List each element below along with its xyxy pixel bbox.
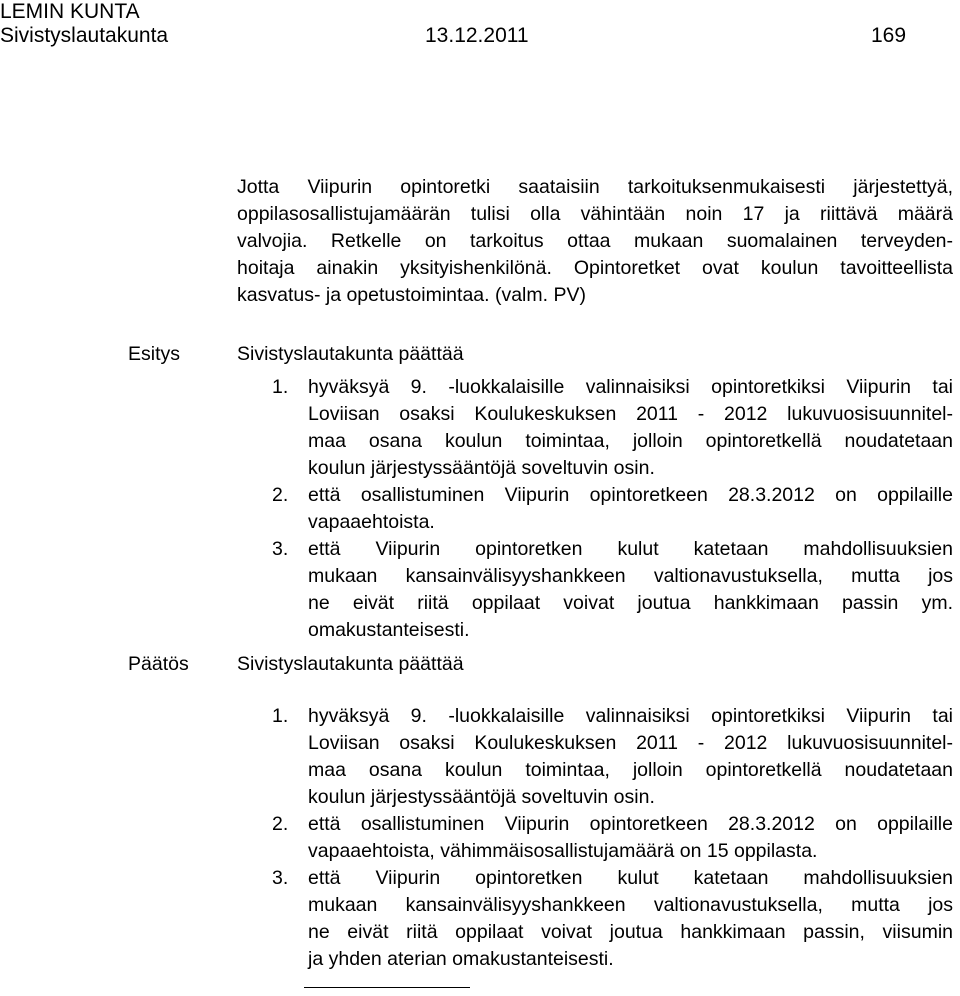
intro-line: Jotta Viipurin opintoretki saataisiin tarkoituksenmukaisesti järjestettyä, bbox=[237, 176, 953, 198]
item-number: 1. bbox=[272, 376, 289, 398]
item-number: 3. bbox=[272, 867, 289, 889]
item-line: maa osana koulun toimintaa, jolloin opintoretkellä noudatetaan bbox=[308, 759, 953, 781]
proposal-item-1 bbox=[272, 374, 953, 482]
item-line: että Viipurin opintoretken kulut katetaan mahdollisuuksien bbox=[308, 867, 953, 889]
item-line: hyväksyä 9. -luokkalaisille valinnaisiksi opintoretkiksi Viipurin tai bbox=[308, 705, 953, 727]
intro-line: kasvatus- ja opetustoimintaa. (valm. PV) bbox=[237, 284, 586, 306]
decision-label: Päätös bbox=[128, 653, 189, 675]
item-line: koulun järjestyssääntöjä soveltuvin osin. bbox=[308, 457, 655, 479]
item-line: että osallistuminen Viipurin opintoretkeen 28.3.2012 on oppilaille bbox=[308, 813, 953, 835]
proposal-item-3 bbox=[272, 536, 953, 644]
item-line: mukaan kansainvälisyyshankkeen valtionavustuksella, mutta jos bbox=[308, 565, 953, 587]
committee-name: Sivistyslautakunta bbox=[0, 24, 169, 47]
item-line: mukaan kansainvälisyyshankkeen valtionavustuksella, mutta jos bbox=[308, 894, 953, 916]
item-line: vapaaehtoista. bbox=[308, 511, 435, 533]
item-number: 1. bbox=[272, 705, 289, 727]
proposal-list bbox=[272, 374, 953, 644]
item-line: Loviisan osaksi Koulukeskuksen 2011 - 2012 lukuvuosisuunnitel- bbox=[308, 403, 953, 425]
signature-rule bbox=[304, 987, 470, 988]
intro-line: oppilasosallistujamäärän tulisi olla vähintään noin 17 ja riittävä määrä bbox=[237, 203, 953, 225]
item-line: koulun järjestyssääntöjä soveltuvin osin. bbox=[308, 786, 655, 808]
proposal-item-2 bbox=[272, 482, 953, 536]
meeting-date: 13.12.2011 bbox=[425, 24, 529, 47]
intro-paragraph bbox=[237, 174, 953, 309]
intro-line: hoitaja ainakin yksityishenkilönä. Opintoretket ovat koulun tavoitteellista bbox=[237, 257, 953, 279]
item-line: omakustanteisesti. bbox=[308, 619, 470, 641]
item-line: että Viipurin opintoretken kulut katetaan mahdollisuuksien bbox=[308, 538, 953, 560]
decision-list bbox=[272, 703, 953, 973]
decision-item-1 bbox=[272, 703, 953, 811]
decision-heading: Sivistyslautakunta päättää bbox=[237, 653, 464, 675]
proposal-heading: Sivistyslautakunta päättää bbox=[237, 343, 464, 365]
item-number: 3. bbox=[272, 538, 289, 560]
item-number: 2. bbox=[272, 813, 289, 835]
item-line: että osallistuminen Viipurin opintoretkeen 28.3.2012 on oppilaille bbox=[308, 484, 953, 506]
item-line: ne eivät riitä oppilaat voivat joutua hankkimaan passin ym. bbox=[308, 592, 953, 614]
municipality-name: LEMIN KUNTA bbox=[0, 0, 140, 23]
item-line: Loviisan osaksi Koulukeskuksen 2011 - 2012 lukuvuosisuunnitel- bbox=[308, 732, 953, 754]
item-line: hyväksyä 9. -luokkalaisille valinnaisiksi opintoretkiksi Viipurin tai bbox=[308, 376, 953, 398]
item-number: 2. bbox=[272, 484, 289, 506]
item-line: ne eivät riitä oppilaat voivat joutua hankkimaan passin, viisumin bbox=[308, 921, 953, 943]
item-line: ja yhden aterian omakustanteisesti. bbox=[308, 948, 614, 970]
page-number: 169 bbox=[871, 24, 907, 47]
decision-item-3 bbox=[272, 865, 953, 973]
proposal-label: Esitys bbox=[128, 343, 181, 365]
item-line: vapaaehtoista, vähimmäisosallistujamäärä on 15 oppilasta. bbox=[308, 840, 818, 862]
item-line: maa osana koulun toimintaa, jolloin opintoretkellä noudatetaan bbox=[308, 430, 953, 452]
decision-item-2 bbox=[272, 811, 953, 865]
intro-line: valvojia. Retkelle on tarkoitus ottaa mukaan suomalainen terveyden- bbox=[237, 230, 953, 252]
